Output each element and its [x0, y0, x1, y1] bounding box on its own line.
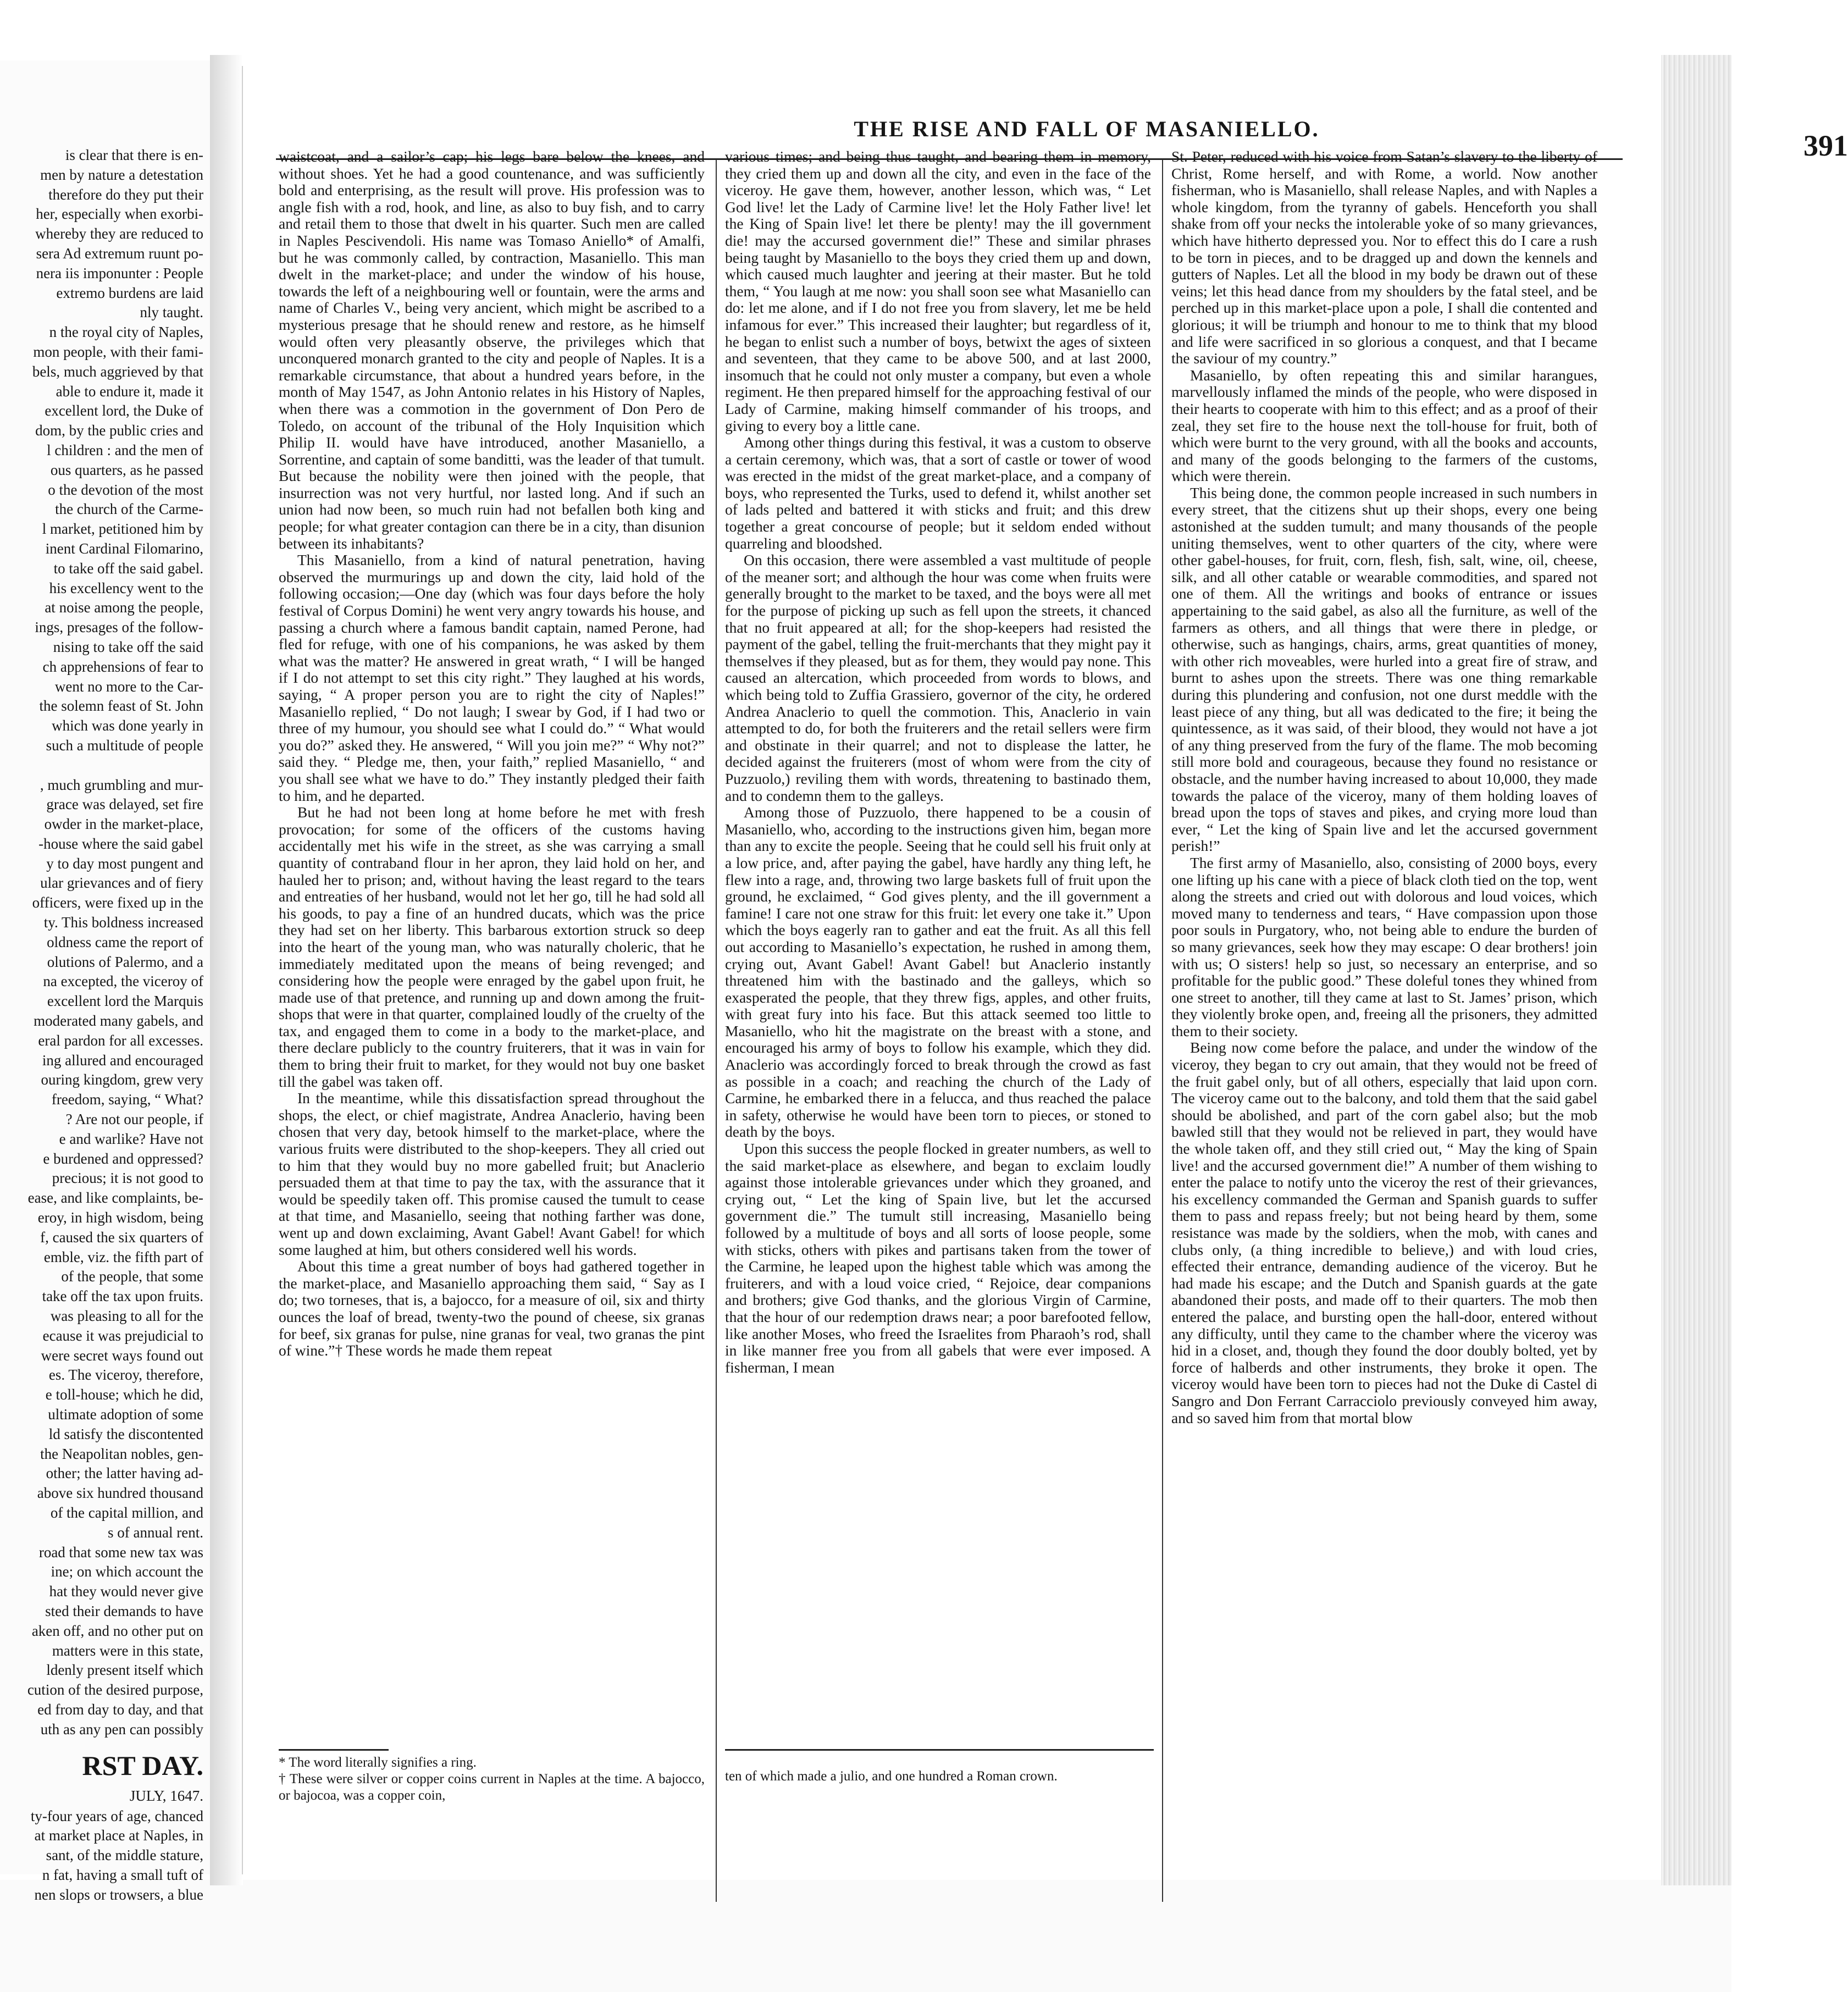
left-page-line: owder in the market-place, [44, 816, 203, 833]
left-page-line: hat they would never give [49, 1583, 203, 1600]
left-page-date: JULY, 1647. [129, 1787, 203, 1804]
left-page-line [0, 756, 203, 776]
left-page-line: ch apprehensions of fear to [42, 658, 203, 675]
footnote-rule [279, 1749, 389, 1751]
column-rule-1 [716, 159, 717, 1902]
left-page-line: the solemn feast of St. John [39, 698, 203, 715]
left-page-heading: RST DAY. [82, 1750, 203, 1781]
left-page-line: e and warlike? Have not [59, 1130, 203, 1147]
paragraph: But he had not been long at home before he met with fresh provocation; for some of the officers of the customs having accidentally met his wife in the street, as she was carrying a small quantity of contraband flour in her apron, they laid hold on her, and hauled her to prison; and, without having the least regard to the tears and entreaties of her husband, would not let her go, till he had sold all his goods, to pay a fine of an hundred ducats, which was the price they had set on her liberty. This barbarous extortion struck so deep into the heart of the young man, who was naturally choleric, that he immediately meditated upon the means of being revenged; and considering how the people were enraged by the gabel upon fruit, he made use of that pretence, and running up and down among the fruit-shops that were in that quarter, complained loudly of the cruelty of the tax, and engaged them to come in a body to the market-place, and there declare publicly to the country fruiterers, that it was in vain for them to bring their fruit to market, for they would not buy one basket till the gabel was taken off. [279, 804, 705, 1090]
left-page-text [0, 146, 203, 1905]
left-page-line: moderated many gabels, and [34, 1012, 203, 1030]
left-page-line: ld satisfy the discontented [48, 1425, 203, 1442]
left-page-line: freedom, saying, “ What? [51, 1091, 203, 1108]
paragraph: The first army of Masaniello, also, consisting of 2000 boys, every one lifting up his cane with a piece of black cloth tied on the top, went along the streets and cried out with dolorous and loud voices, which moved many to tenderness and tears, “ Have compassion upon those poor souls in Purgatory, who, not being able to endure the burden of so many grievances, seek how they may escape: O dear brothers! join with us; O sisters! help so just, so necessary an enterprise, and so profitable for the public good.” These doleful tones they whined from one street to another, till they came at last to St. James’ prison, which they violently broke open, and, freeing all the prisoners, they admitted them to their society. [1171, 854, 1597, 1039]
left-page-line: ty. This boldness increased [43, 914, 203, 931]
left-page-line: , much grumbling and mur- [40, 776, 203, 793]
left-page-line: mon people, with their fami- [33, 343, 203, 360]
left-page-line: ouring kingdom, grew very [41, 1071, 203, 1088]
left-page-line: oldness came the report of [47, 933, 203, 950]
left-page-line: went no more to the Car- [54, 678, 203, 695]
left-page-line: ecause it was prejudicial to [42, 1327, 203, 1344]
paragraph: On this occasion, there were assembled a vast multitude of people of the meaner sort; and although the hour was come when fruits were generally brought to the market to be taxed, and the boys were all met for the purpose of picking up such as fell upon the streets, it chanced that no fruit appeared at all; for the shop-keepers had resisted the payment of the gabel, telling the fruit-merchants that they might pay it themselves if they pleased, but as for them, they would pay none. This caused an altercation, which proceeded from words to blows, and which being told to Zuffia Grassiero, governor of the city, he ordered Andrea Anaclerio to quell the commotion. This, Anaclerio in vain attempted to do, for both the fruiterers and the retail sellers were firm and obstinate in their quarrel; and not to displease the latter, he decided against the fruiterers (most of whom were from the city of Puzzuolo,) reviling them with words, threatening to bastinado them, and to condemn them to the galleys. [725, 551, 1151, 804]
left-page-line: such a multitude of people [46, 737, 203, 754]
paragraph: This Masaniello, from a kind of natural penetration, having observed the murmurings up and down the city, laid hold of the following occasion;—One day (which was four days before the holy festival of Corpus Domini) he went very angry towards his house, and passing a church where a famous bandit captain, named Perone, had fled for refuge, with one of his companions, he was asked by them what was the matter? He answered in great wrath, “ I will be hanged if I do not attempt to set this city right.” They laughed at his words, saying, “ A proper person you are to right the city of Naples!” Masaniello replied, “ Do not laugh; I swear by God, if I had two or three of my humour, you should see what I could do.” “ What would you do?” asked they. He answered, “ Will you join me?” “ Why not?” said they. “ Pledge me, then, your faith,” replied Masaniello, “ and you shall see what we have to do.” They instantly pledged their faith to him, and he departed. [279, 551, 705, 804]
left-page-line: nen slops or trowsers, a blue [34, 1886, 203, 1903]
paragraph: waistcoat, and a sailor’s cap; his legs bare below the knees, and without shoes. Yet he had a good countenance, and was sufficiently bold and enterprising, as the result will prove. His profession was to angle fish with a rod, hook, and line, as also to buy fish, and to carry and retail them to those that dwelt in his quarter. Such men are called in Naples Pescivendoli. His name was Tomaso Aniello* of Amalfi, but he was commonly called, by contraction, Masaniello. This man dwelt in the market-place; and under the window of his house, towards the left of a neighbouring well or fountain, were the arms and name of Charles V., being very ancient, which might be ascribed to a mysterious presage that he should renew and restore, as he himself would often very pleasantly observe, the privileges which that unconquered monarch granted to the city and people of Naples. It is a remarkable circumstance, that about a hundred years before, in the month of May 1547, as John Antonio relates in his History of Naples, when there was a commotion in the government of Don Pero de Toledo, on account of the tribunal of the Holy Inquisition which Philip II. would have have introduced, another Masaniello, a Sorrentine, and captain of some banditti, was the leader of that tumult. But because the nobility were then joined with the people, that insurrection was not very hurtful, nor lasted long. And if such an union had now been, so much ruin had not befallen both king and people; for what greater contagion can there be in a city, than disunion between its inhabitants? [279, 148, 705, 552]
column-rule-2 [1162, 159, 1163, 1902]
left-page-line: sera Ad extremum ruunt po- [36, 245, 203, 262]
left-page-line: ous quarters, as he passed [50, 461, 203, 478]
footnote-2: † These were silver or copper coins current in Naples at the time. A bajocco, or bajocoa, was a copper coin, [279, 1772, 705, 1803]
paragraph: St. Peter, reduced with his voice from Satan’s slavery to the liberty of Christ, Rome herself, and with Rome, a world. Now another fisherman, who is Masaniello, shall release Naples, and with Naples a whole kingdom, from the tyranny of gabels. Henceforth you shall shake from off your necks the intolerable yoke of so many grievances, which have hitherto depressed you. Nor to effect this do I care a rush to be torn in pieces, and to be dragged up and down the kennels and gutters of Naples. Let all the blood in my body be drawn out of these veins; let this head dance from my shoulders by the fatal steel, and be perched up in this market-place upon a pole, I shall die contented and glorious; it will be triumph and honour to me to think that my blood and life were sacrificed in so glorious a conquest, and that I became the saviour of my country.” [1171, 148, 1597, 367]
paragraph: Among other things during this festival, it was a custom to observe a certain ceremony, which was, that a sort of castle or tower of wood was erected in the midst of the great market-place, and a company of boys, who represented the Turks, used to defend it, whilst another set of lads pelted and battered it with sticks and fruit; and this drew together a great concourse of people; but it seldom ended without quarreling and bloodshed. [725, 434, 1151, 552]
left-page-line: the church of the Carme- [55, 501, 203, 518]
left-page-line: was pleasing to all for the [50, 1308, 203, 1325]
left-facing-page [0, 60, 212, 1903]
left-page-line: nera iis imponunter : People [36, 264, 203, 281]
main-page [242, 66, 1848, 1874]
left-page-line: uth as any pen can possibly [40, 1720, 203, 1738]
left-page-line: n the royal city of Naples, [49, 324, 203, 341]
paragraph: various times; and being thus taught, and bearing them in memory, they cried them up and down all the city, and even in the face of the viceroy. He gave them, however, another lesson, which was, “ Let God live! let the Lady of Carmine live! let the Holy Father live! let the King of Spain live! let there be plenty! may the ill government die! may the accursed government die!” These and similar phrases being taught by Masaniello to the boys they cried them up and down, which caused much laughter and jeering at their master. But he told them, “ You laugh at me now: you shall soon see what Masaniello can do: let me alone, and if I do not free you from slavery, let me be held infamous for ever.” This increased their laughter; but regardless of it, he began to enlist such a number of boys, betwixt the ages of sixteen and seventeen, that they came to be above 500, and at last 2000, insomuch that he could not only muster a company, but even a whole regiment. He then prepared himself for the approaching festival of our Lady of Carmine, making himself commander of his troops, and giving to every boy a little cane. [725, 148, 1151, 434]
left-page-line: f, caused the six quarters of [40, 1229, 203, 1246]
paragraph: Masaniello, by often repeating this and similar harangues, marvellously inflamed the minds of the people, who were disposed in their hearts to cooperate with him to this effect; and as a proof of their zeal, they set fire to the house next the toll-house for fruit, both of which were burnt to the very ground, with all the books and accounts, and many of the goods belonging to the farmers of the customs, which were therein. [1171, 366, 1597, 485]
page-background [0, 1880, 1731, 1992]
left-page-line: ing allured and encouraged [42, 1052, 203, 1069]
left-page-line: eroy, in high wisdom, being [37, 1209, 203, 1226]
left-page-line: s of annual rent. [108, 1524, 203, 1541]
left-page-line: aken off, and no other put on [31, 1622, 203, 1639]
paragraph: In the meantime, while this dissatisfaction spread throughout the shops, the elect, or chief magistrate, Andrea Anaclerio, having been chosen that very day, betook himself to the market-place, where the various fruits were distributed to the shop-keepers. They all cried out to him that they would buy no more gabelled fruit; but Anaclerio persuaded them at that time to pay the tax, with the assurance that it would be speedily taken off. This promise caused the tumult to cease at that time, and Masaniello, seeing that nothing farther was done, went up and down exclaiming, Avant Gabel! Avant Gabel! for which some laughed at him, but others considered well his words. [279, 1089, 705, 1258]
left-page-line: ty-four years of age, chanced [30, 1807, 203, 1824]
paragraph: This being done, the common people increased in such numbers in every street, that the citizens shut up their shops, every one being astonished at the sudden tumult; and many thousands of the people uniting themselves, went to other quarters of the city, where were other gabel-houses, for fruit, corn, flesh, fish, salt, wine, oil, cheese, silk, and all other catable or wearable commodities, and spared not one of them. All the writings and books of entrance or issues appertaining to the said gabel, as also all the furniture, as well of the farmers as others, and all things that were there in pledge, or otherwise, such as hangings, chairs, arms, great quantities of money, with other rich moveables, were hurled into a great fire of straw, and burnt to ashes upon the streets. There was one thing remarkable during this plundering and confusion, not one durst meddle with the least piece of any thing, but all was dedicated to the fire; it being the quintessence, as it was said, of their blood, they would not have a jot of any thing preserved from the fury of the flame. The mob becoming still more bold and courageous, because they found no resistance or obstacle, and the number having increased to about 10,000, they made towards the palace of the viceroy, many of them holding loaves of bread upon the tops of staves and pikes, and crying more loud than ever, “ Let the king of Spain live and let the accursed government perish!” [1171, 484, 1597, 855]
left-page-line: l market, petitioned him by [42, 521, 203, 538]
left-page-line: ular grievances and of fiery [40, 875, 203, 892]
left-page-line: precious; it is not good to [52, 1170, 203, 1187]
left-page-line: grace was delayed, set fire [46, 796, 203, 813]
left-page-line: o the devotion of the most [48, 481, 203, 498]
left-page-line: excellent lord, the Duke of [45, 402, 203, 419]
text-column-1 [279, 148, 705, 1720]
left-page-line: cution of the desired purpose, [27, 1681, 203, 1698]
left-page-line: ings, presages of the follow- [35, 619, 203, 636]
footnotes [279, 1755, 705, 1848]
left-page-line: sted their demands to have [45, 1602, 203, 1619]
left-page-line: y to day most pungent and [46, 855, 203, 872]
paragraph: Upon this success the people flocked in greater numbers, as well to the said market-place as elsewhere, and began to exclaim loudly against those intolerable grievances under which they groaned, and crying out, “ Let the king of Spain live, but let the accursed government die.” The tumult still increasing, Masaniello being followed by a multitude of boys and all sorts of loose people, some with sticks, others with pikes and partisans taken from the tower of the Carmine, he leaped upon the highest table which was among the fruiterers, and with a loud voice cried, “ Rejoice, dear companions and brothers; give God thanks, and the glorious Virgin of Carmine, that the hour of our redemption draws near; a poor barefooted fellow, like another Moses, who freed the Israelites from Pharaoh’s rod, shall in like manner free you from all gabels that were ever imposed. A fisherman, I mean [725, 1140, 1151, 1376]
left-page-line: n fat, having a small tuft of [42, 1866, 203, 1883]
running-head: THE RISE AND FALL OF MASANIELLO. [854, 117, 1320, 141]
left-page-line: at market place at Naples, in [34, 1827, 203, 1844]
page-edge [1661, 55, 1731, 1885]
left-page-line: officers, were fixed up in the [32, 894, 203, 911]
left-page-line: of the people, that some [61, 1268, 203, 1285]
text-column-3 [1171, 148, 1597, 1720]
left-page-line: olutions of Palermo, and a [47, 953, 203, 970]
paragraph: Being now come before the palace, and under the window of the viceroy, they began to cry out amain, that they would not be freed of the fruit gabel only, but of all others, especially that laid upon corn. The viceroy came out to the balcony, and told them that the said gabel should be abolished, and part of the corn gabel also; but the mob bawled still that they would not be relieved in part, they would have the whole taken off, and they still cried out, “ May the king of Spain live! and the accursed government die!” A number of them wishing to enter the palace to notify unto the viceroy the rest of their grievances, his excellency commanded the German and Spanish guards to suffer them to pass and repass freely; but not being heard by them, some resistance was made by the soldiers, when the mob, with canes and clubs only, (a thing incredible to believe,) and with loud cries, effected their entrance, demanding audience of the viceroy. But he had made his escape; and the Dutch and Spanish guards at the gate abandoned their posts, and made off to their quarters. The mob then entered the palace, and bursting open the hall-door, entered without any difficulty, until they came to the chamber where the viceroy was hid in a closet, and, though they found the door doubly bolted, yet by force of halberds and other instruments, they broke it open. The viceroy would have been torn to pieces had not the Duke di Castel di Sangro and Don Ferrant Carracciolo previously conveyed him away, and so saved him from that mortal blow [1171, 1039, 1597, 1426]
left-page-line: the Neapolitan nobles, gen- [40, 1445, 203, 1462]
footnote-2-continued: ten of which made a julio, and one hundred a Roman crown. [725, 1769, 1058, 1784]
left-page-line: e toll-house; which he did, [45, 1386, 203, 1403]
left-page-line: to take off the said gabel. [53, 560, 203, 577]
text-column-2 [725, 148, 1151, 1720]
left-page-line: is clear that there is en- [65, 147, 203, 163]
left-page-line: ed from day to day, and that [37, 1701, 203, 1718]
left-page-line: her, especially when exorbi- [36, 206, 203, 223]
left-page-line: ldenly present itself which [46, 1662, 203, 1679]
left-page-line: therefore do they put their [48, 186, 203, 203]
left-page-line: l children : and the men of [47, 441, 203, 458]
left-page-line: above six hundred thousand [37, 1485, 203, 1502]
left-page-line: -house where the said gabel [38, 835, 203, 852]
left-page-line: dom, by the public cries and [35, 422, 203, 439]
left-page-line: inent Cardinal Filomarino, [45, 540, 203, 557]
left-page-line: other; the latter having ad- [46, 1465, 203, 1482]
left-page-line: of the capital million, and [50, 1504, 203, 1521]
left-page-line: whereby they are reduced to [35, 225, 203, 242]
left-page-line: take off the tax upon fruits. [42, 1288, 203, 1305]
footnote-continuation [725, 1755, 1151, 1848]
footnote-1: * The word literally signifies a ring. [279, 1755, 477, 1770]
left-page-line: e burdened and oppressed? [43, 1150, 203, 1167]
left-page-line: na excepted, the viceroy of [43, 973, 203, 990]
left-page-line: at noise among the people, [45, 599, 203, 616]
left-page-line: emble, viz. the fifth part of [43, 1248, 203, 1265]
paragraph: Among those of Puzzuolo, there happened to be a cousin of Masaniello, who, according to the instructions given him, began more than any to excite the people. Seeing that he could sell his fruit only at a low price, and, after paying the gabel, have hardly any thing left, he flew into a rage, and, throwing two large baskets full of fruit upon the ground, he exclaimed, “ God gives plenty, and the ill government a famine! I care not one straw for this fruit: let every one take it.” Upon which the boys eagerly ran to gather and eat the fruit. As all this fell out according to Masaniello’s expectation, he rushed in among them, crying out, Avant Gabel! Avant Gabel! but Anaclerio instantly threatened him with the bastinado and the galleys, which so exasperated the people, that they threw figs, apples, and other fruits, with great fury into his face. But this attack seemed too little to Masaniello, who hit the magistrate on the breast with a stone, and encouraged his army of boys to follow his example, which they did. Anaclerio was accordingly forced to break through the crowd as fast as possible in a coach; and reaching the church of the Lady of Carmine, he embarked there in a felucca, and thus reached the palace in safety, otherwise he would have been torn to pieces, or stoned to death by the boys. [725, 804, 1151, 1141]
left-page-line: excellent lord the Marquis [47, 993, 203, 1010]
left-page-line: matters were in this state, [52, 1642, 203, 1659]
left-page-line: extremo burdens are laid [56, 284, 203, 301]
left-page-line: his excellency went to the [49, 579, 203, 596]
left-page-line: were secret ways found out [41, 1347, 203, 1364]
left-page-line: ine; on which account the [51, 1563, 203, 1580]
left-page-line: sant, of the middle stature, [46, 1847, 203, 1864]
left-page-line: nising to take off the said [53, 638, 203, 655]
page-number: 391 [1803, 129, 1848, 162]
book-gutter [210, 55, 243, 1885]
left-page-line: road that some new tax was [38, 1543, 203, 1561]
left-page-line: able to endure it, made it [56, 383, 203, 400]
left-page-line: ? Are not our people, if [65, 1111, 203, 1128]
left-page-line: nly taught. [140, 304, 203, 321]
footnote-rule-2 [725, 1749, 1154, 1751]
left-page-line: ultimate adoption of some [48, 1406, 203, 1423]
left-page-line: ease, and like complaints, be- [27, 1189, 203, 1207]
left-page-line: men by nature a detestation [40, 166, 203, 183]
left-page-line: bels, much aggrieved by that [32, 363, 203, 380]
paragraph: About this time a great number of boys had gathered together in the market-place, and Masaniello approaching them said, “ Say as I do; two torneses, that is, a bajocco, for a measure of oil, six and thirty ounces the loaf of bread, twenty-two the pound of cheese, six granas for beef, six granas for pulse, nine granas for veal, two granas the pint of wine.”† These words he made them repeat [279, 1258, 705, 1359]
left-page-line: which was done yearly in [52, 717, 203, 734]
left-page-line: eral pardon for all excesses. [38, 1032, 203, 1049]
left-page-line: es. The viceroy, therefore, [48, 1366, 203, 1384]
